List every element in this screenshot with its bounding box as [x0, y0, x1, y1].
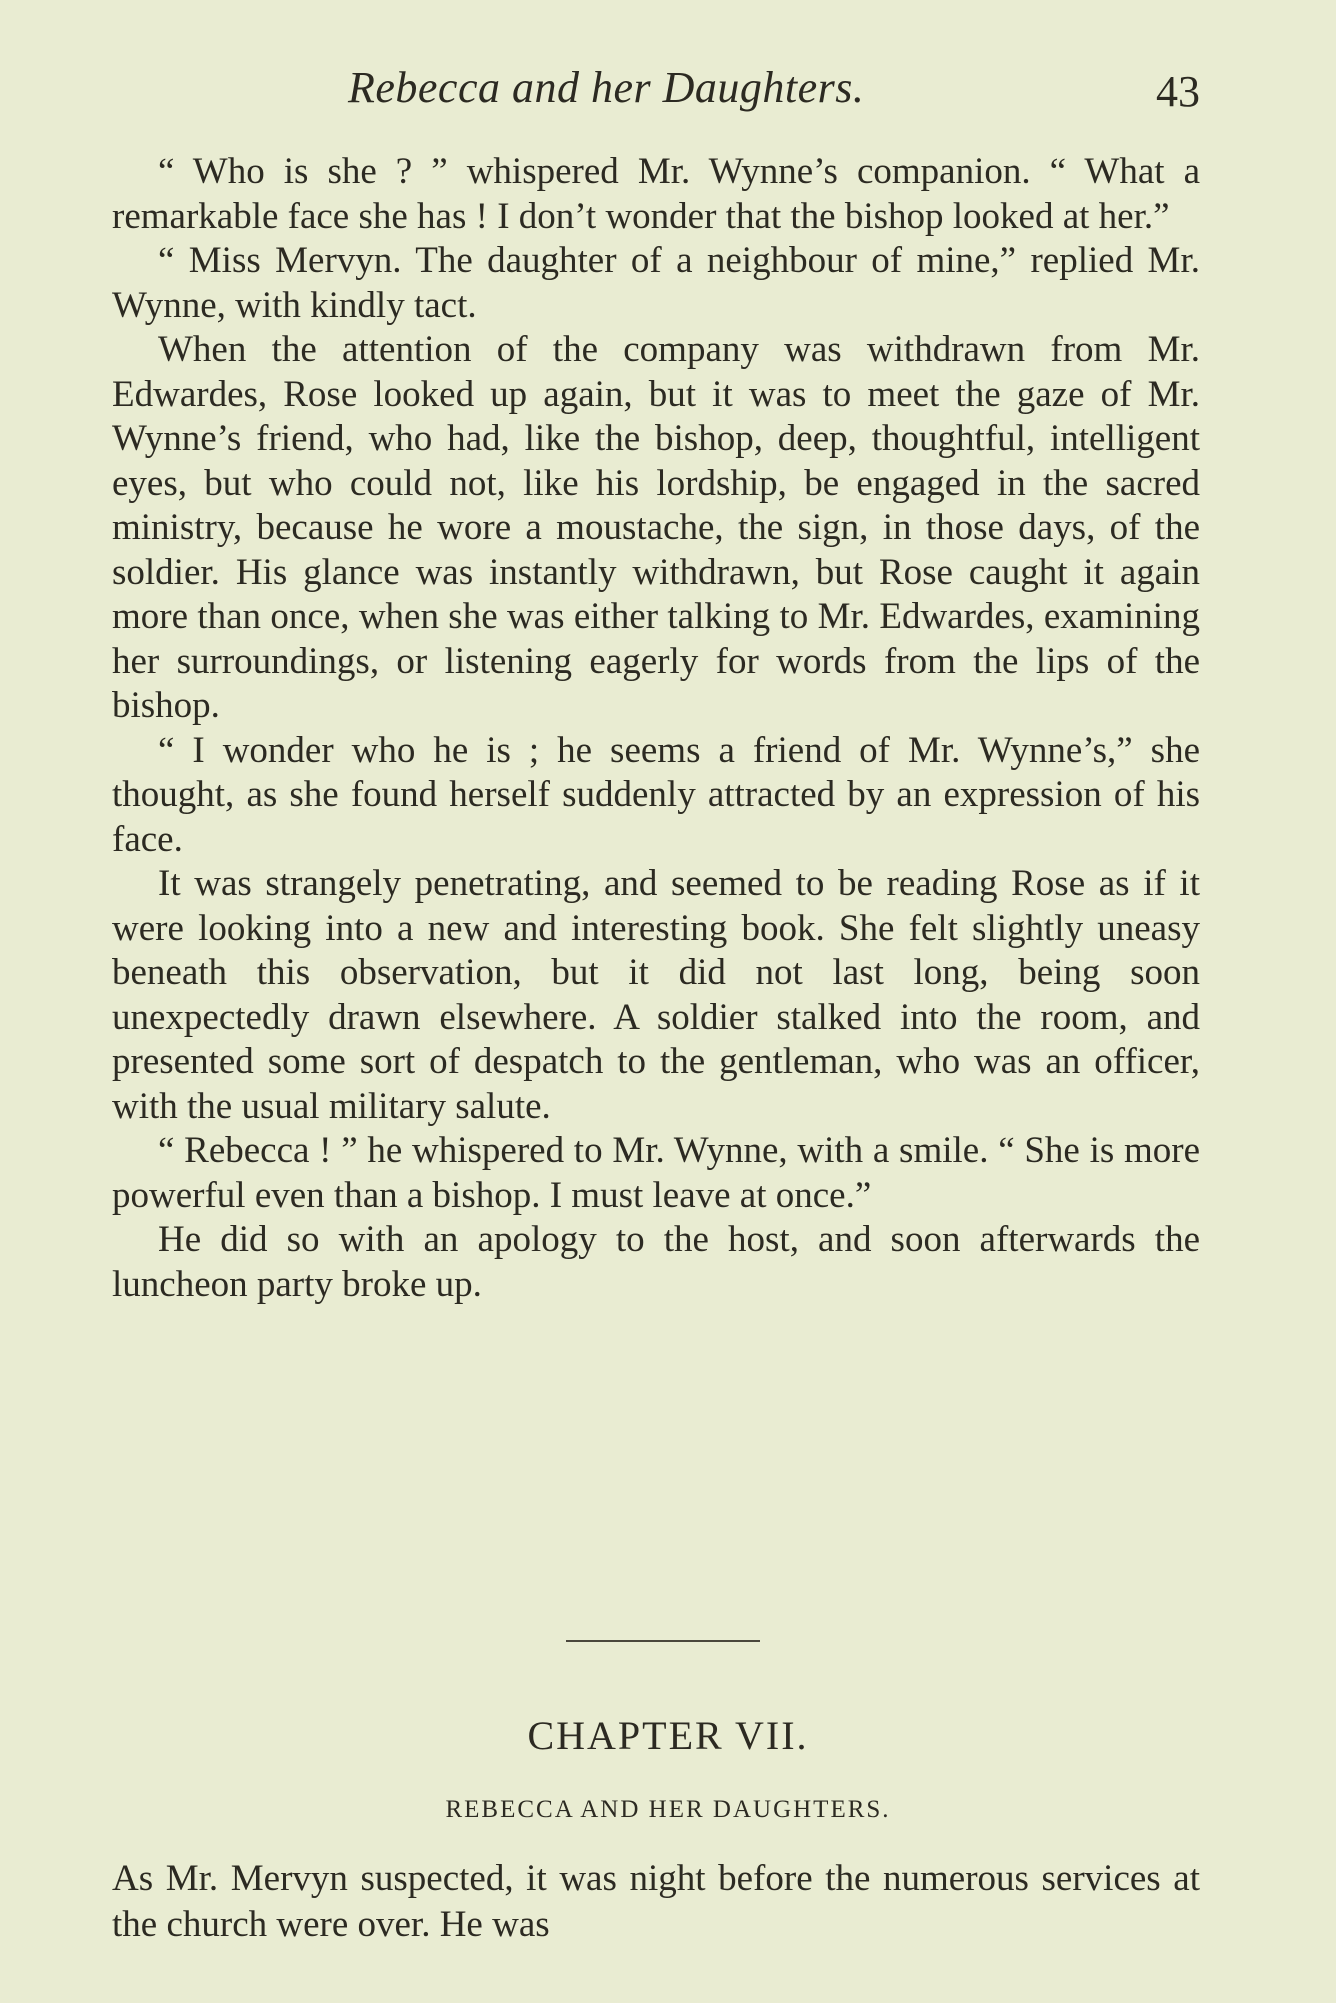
- running-title: Rebecca and her Daughters.: [348, 63, 865, 112]
- paragraph: It was strangely penetrating, and seemed to be reading Rose as if it were looking into a new and interesting book. She felt slightly uneasy beneath this observation, but it did not last long, being soon unexpectedly drawn elsewhere. A soldier stalked into the room, and presented some sort of despatch to the gentleman, who was an officer, with the usual military salute.: [112, 863, 1200, 1127]
- chapter-heading: CHAPTER VII.: [527, 1713, 809, 1758]
- paragraph: “ Who is she ? ” whispered Mr. Wynne’s companion. “ What a remarkable face she has ! I don’t wonder that the bishop looked at her.”: [112, 151, 1200, 237]
- chapter-opening-paragraph: [112, 1856, 1200, 1948]
- chapter-subtitle: REBECCA AND HER DAUGHTERS.: [445, 1796, 891, 1823]
- paragraph: When the attention of the company was withdrawn from Mr. Edwardes, Rose looked up again, but it was to meet the gaze of Mr. Wynne’s friend, who had, like the bishop, deep, thoughtful, intelligent eyes, but who could not, like his lordship, be engaged in the sacred ministry, because he wore a moustache, the sign, in those days, of the soldier. His glance was instantly withdrawn, but Rose caught it again more than once, when she was either talking to Mr. Edwardes, examining her surroundings, or listening eagerly for words from the lips of the bishop.: [112, 329, 1200, 726]
- page-header: [112, 62, 1200, 122]
- chapter-first-word: As: [112, 1858, 154, 1899]
- paragraph: He did so with an apology to the host, and soon afterwards the luncheon party broke up.: [112, 1219, 1200, 1305]
- chapter-opening: [112, 1856, 1200, 1948]
- page-number: 43: [1156, 67, 1200, 116]
- chapter-opening-text: Mr. Mervyn suspected, it was night before the numerous services at the church were over. He was: [112, 1858, 1200, 1945]
- section-divider: [566, 1640, 760, 1642]
- paragraph: “ Rebecca ! ” he whispered to Mr. Wynne, with a smile. “ She is more powerful even than a bishop. I must leave at once.”: [112, 1130, 1200, 1216]
- body-text: [112, 150, 1200, 1307]
- paragraph: “ I wonder who he is ; he seems a friend of Mr. Wynne’s,” she thought, as she found herself suddenly attracted by an expression of his face.: [112, 729, 1200, 860]
- paragraph: “ Miss Mervyn. The daughter of a neighbour of mine,” replied Mr. Wynne, with kindly tact.: [112, 240, 1200, 326]
